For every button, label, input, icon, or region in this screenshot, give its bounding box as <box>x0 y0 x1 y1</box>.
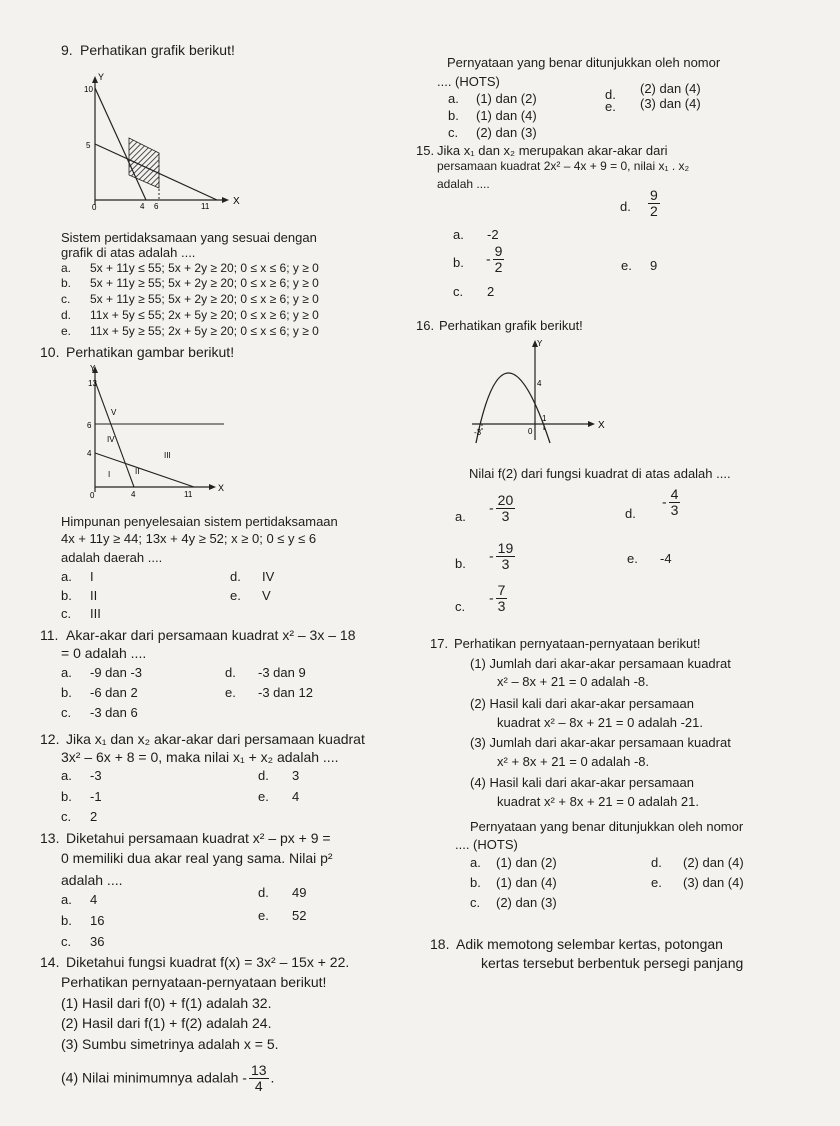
q17-option-e: (3) dan (4) <box>683 875 744 890</box>
q10-x-tick-4: 4 <box>131 490 136 499</box>
q15-number: 15. <box>416 143 435 158</box>
q11-option-a: -9 dan -3 <box>90 665 143 680</box>
q10-option-letter-b: b. <box>61 588 72 603</box>
q9-option-a: 5x + 11y ≤ 55; 5x + 2y ≥ 20; 0 ≤ x ≤ 6; y ≥ 0 <box>90 261 319 275</box>
q10-y-tick-4: 4 <box>87 449 92 458</box>
q13-number: 13. <box>40 830 60 846</box>
q17-option-d: (2) dan (4) <box>683 855 744 870</box>
q10-option-d: IV <box>262 569 275 584</box>
q9-x-tick-4: 4 <box>140 202 145 211</box>
q13-option-c: 36 <box>90 934 105 949</box>
q16-option-d-denominator: 3 <box>670 502 679 519</box>
q16-option-letter-b: b. <box>455 556 466 571</box>
q16-option-a <box>489 493 517 525</box>
q10-region-I: I <box>108 470 111 479</box>
q10-option-c: III <box>90 606 101 621</box>
q14-statement-2: (2) Hasil dari f(1) + f(2) adalah 24. <box>61 1015 272 1031</box>
q17-option-b: (1) dan (4) <box>496 875 557 890</box>
q9-y-tick-5: 5 <box>86 141 91 150</box>
q12-option-letter-c: c. <box>61 809 72 824</box>
q9-option-letter-b: b. <box>61 276 72 290</box>
q10-y-label: Y <box>90 364 96 373</box>
q9-option-letter-a: a. <box>61 261 72 275</box>
q16-option-c-sign: - <box>489 589 494 606</box>
q9-prompt-1: Sistem pertidaksamaan yang sesuai dengan <box>61 230 317 245</box>
q16-option-e: -4 <box>660 551 672 566</box>
q14-statement-1: (1) Hasil dari f(0) + f(1) adalah 32. <box>61 995 272 1011</box>
q17-option-letter-e: e. <box>651 875 662 890</box>
q16-option-c-numerator: 7 <box>497 582 506 598</box>
q16-stem: Perhatikan grafik berikut! <box>439 318 583 333</box>
q10-graph <box>84 362 229 502</box>
q14-statement-4-sign: - <box>242 1069 247 1086</box>
q10-line-steep <box>95 381 134 487</box>
q16-x-tick-0: 0 <box>528 427 533 436</box>
q11-option-c: -3 dan 6 <box>90 705 138 720</box>
q13-option-d: 49 <box>292 885 307 900</box>
q13-option-letter-e: e. <box>258 908 269 923</box>
q10-option-letter-d: d. <box>230 569 241 584</box>
q9-option-d: 11x + 5y ≤ 55; 2x + 5y ≥ 20; 0 ≤ x ≥ 6; y ≥ 0 <box>90 308 319 322</box>
q13-option-letter-d: d. <box>258 885 269 900</box>
q13-line-1: Diketahui persamaan kuadrat x² – px + 9 = <box>66 830 331 846</box>
q17-option-letter-d: d. <box>651 855 662 870</box>
q14-statement-3: (3) Sumbu simetrinya adalah x = 5. <box>61 1036 279 1052</box>
q14-option-e: (3) dan (4) <box>640 96 701 111</box>
q13-option-letter-b: b. <box>61 913 72 928</box>
q17-answer-prompt: Pernyataan yang benar ditunjukkan oleh nomor <box>470 819 744 834</box>
q12-option-b: -1 <box>90 789 102 804</box>
q15-option-b <box>486 244 506 276</box>
q10-prompt-1: Himpunan penyelesaian sistem pertidaksamaan <box>61 514 338 529</box>
q16-x-tick-1: 1 <box>542 414 547 423</box>
q18-line-2: kertas tersebut berbentuk persegi panjang <box>481 955 744 971</box>
q11-option-b: -6 dan 2 <box>90 685 138 700</box>
q17-option-c: (2) dan (3) <box>496 895 557 910</box>
q13-option-e: 52 <box>292 908 307 923</box>
q14-statement-4-denominator: 4 <box>254 1078 263 1095</box>
q15-option-d <box>646 188 662 220</box>
q15-option-b-sign: - <box>486 250 491 267</box>
q16-option-c <box>489 583 509 615</box>
q13-line-2: 0 memiliki dua akar real yang sama. Nilai p² <box>61 850 333 866</box>
q13-option-letter-a: a. <box>61 892 72 907</box>
q11-line-1: Akar-akar dari persamaan kuadrat x² – 3x – 18 <box>66 627 356 643</box>
q16-option-letter-e: e. <box>627 551 638 566</box>
q10-stem: Perhatikan gambar berikut! <box>66 344 235 360</box>
q15-option-letter-a: a. <box>453 227 464 242</box>
q14-line-2: Perhatikan pernyataan-pernyataan berikut! <box>61 974 327 990</box>
q9-y-label: Y <box>98 72 105 82</box>
q15-option-e: 9 <box>650 258 658 273</box>
q9-stem: Perhatikan grafik berikut! <box>80 42 235 58</box>
q15-option-letter-b: b. <box>453 255 464 270</box>
q15-option-d-denominator: 2 <box>650 203 658 220</box>
q16-option-c-denominator: 3 <box>497 598 506 615</box>
q17-statement-1-line-1: (1) Jumlah dari akar-akar persamaan kuadrat <box>470 656 731 671</box>
q10-prompt-2: adalah daerah .... <box>61 550 163 565</box>
q17-stem: Perhatikan pernyataan-pernyataan berikut! <box>454 636 701 651</box>
q14-line-1: Diketahui fungsi kuadrat f(x) = 3x² – 15x + 22. <box>66 954 350 970</box>
q10-region-II: II <box>135 467 140 476</box>
q14-option-d: (2) dan (4) <box>640 81 701 96</box>
q13-option-b: 16 <box>90 913 105 928</box>
q10-number: 10. <box>40 344 60 360</box>
q9-option-c: 5x + 11y ≥ 55; 5x + 2y ≥ 20; 0 ≤ x ≥ 6; y ≥ 0 <box>90 292 319 306</box>
q16-option-b-denominator: 3 <box>501 556 510 573</box>
q14-hots-label: .... (HOTS) <box>437 74 500 89</box>
q11-option-letter-d: d. <box>225 665 236 680</box>
q17-statement-3-line-2: x² + 8x + 21 = 0 adalah -8. <box>497 754 650 769</box>
q11-option-letter-c: c. <box>61 705 72 720</box>
q17-option-letter-a: a. <box>470 855 481 870</box>
q9-x-label: X <box>233 196 240 207</box>
q16-number: 16. <box>416 318 435 333</box>
q18-number: 18. <box>430 936 450 952</box>
q14-option-letter-b: b. <box>448 108 459 123</box>
q13-option-a: 4 <box>90 892 98 907</box>
q15-line-2: persamaan kuadrat 2x² – 4x + 9 = 0, nilai x₁ . x₂ <box>437 159 690 173</box>
q15-line-3: adalah .... <box>437 177 490 191</box>
q12-option-letter-e: e. <box>258 789 269 804</box>
q10-y-tick-6: 6 <box>87 421 92 430</box>
q15-option-letter-c: c. <box>453 284 464 299</box>
q15-option-d-numerator: 9 <box>650 187 658 203</box>
q14-statement-4-period: . <box>270 1069 275 1086</box>
q10-region-IV: IV <box>107 435 115 444</box>
q10-x-tick-0: 0 <box>90 491 95 500</box>
q17-statement-4-line-1: (4) Hasil kali dari akar-akar persamaan <box>470 775 694 790</box>
q15-line-1: Jika x₁ dan x₂ merupakan akar-akar dari <box>437 143 668 158</box>
q11-line-2: = 0 adalah .... <box>61 645 147 661</box>
q9-x-tick-0: 0 <box>92 203 97 212</box>
q16-option-a-sign: - <box>489 499 494 516</box>
q9-number: 9. <box>61 42 73 58</box>
q14-statement-4-fraction <box>249 1063 269 1095</box>
q12-number: 12. <box>40 731 60 747</box>
q16-option-b <box>489 541 517 573</box>
q14-statement-4 <box>61 1063 274 1095</box>
q12-line-1: Jika x₁ dan x₂ akar-akar dari persamaan kuadrat <box>66 731 365 747</box>
q9-graph <box>84 70 244 220</box>
q12-option-letter-a: a. <box>61 768 72 783</box>
q14-option-a: (1) dan (2) <box>476 91 537 106</box>
q14-option-b: (1) dan (4) <box>476 108 537 123</box>
q17-statement-1-line-2: x² – 8x + 21 = 0 adalah -8. <box>497 674 649 689</box>
q17-statement-3-line-1: (3) Jumlah dari akar-akar persamaan kuadrat <box>470 735 731 750</box>
q9-option-letter-e: e. <box>61 324 72 338</box>
q10-option-a: I <box>90 569 94 584</box>
q11-option-letter-b: b. <box>61 685 72 700</box>
q14-option-letter-a: a. <box>448 91 459 106</box>
q11-option-d: -3 dan 9 <box>258 665 306 680</box>
q9-x-tick-6: 6 <box>154 202 159 211</box>
q12-option-e: 4 <box>292 789 300 804</box>
q10-option-b: II <box>90 588 98 603</box>
q14-option-c: (2) dan (3) <box>476 125 537 140</box>
q16-graph <box>462 335 612 445</box>
q9-option-letter-c: c. <box>61 292 71 306</box>
q10-option-letter-a: a. <box>61 569 72 584</box>
q14-answer-prompt: Pernyataan yang benar ditunjukkan oleh nomor <box>447 55 721 70</box>
q11-option-letter-a: a. <box>61 665 72 680</box>
q14-statement-4-numerator: 13 <box>250 1062 267 1078</box>
q16-option-b-sign: - <box>489 547 494 564</box>
q16-option-letter-d: d. <box>625 506 636 521</box>
q11-option-e: -3 dan 12 <box>258 685 313 700</box>
q10-option-letter-c: c. <box>61 606 72 621</box>
q17-statement-4-line-2: kuadrat x² + 8x + 21 = 0 adalah 21. <box>497 794 700 809</box>
q12-option-c: 2 <box>90 809 98 824</box>
q16-x-tick-neg3: -3 <box>474 428 482 437</box>
q17-statement-2-line-2: kuadrat x² – 8x + 21 = 0 adalah -21. <box>497 715 703 730</box>
q16-option-a-numerator: 20 <box>497 492 514 508</box>
q14-option-letter-d: d. <box>605 87 616 102</box>
q10-option-e: V <box>262 588 271 603</box>
q12-option-letter-b: b. <box>61 789 72 804</box>
q9-shaded-region <box>129 138 159 188</box>
q15-option-letter-d: d. <box>620 199 631 214</box>
q10-region-III: III <box>164 451 171 460</box>
q9-x-tick-11: 11 <box>201 202 210 211</box>
q15-option-letter-e: e. <box>621 258 632 273</box>
q10-x-tick-11: 11 <box>184 490 193 499</box>
q15-option-b-numerator: 9 <box>494 243 503 259</box>
q9-option-e: 11x + 5y ≥ 55; 2x + 5y ≥ 20; 0 ≤ x ≤ 6; y ≥ 0 <box>90 324 319 338</box>
q12-option-a: -3 <box>90 768 102 783</box>
q17-hots-label: .... (HOTS) <box>455 837 518 852</box>
q16-option-b-numerator: 19 <box>497 540 514 556</box>
q16-option-letter-c: c. <box>455 599 466 614</box>
q10-option-letter-e: e. <box>230 588 241 603</box>
q14-option-letter-e: e. <box>605 99 616 114</box>
q16-option-d-numerator: 4 <box>670 486 679 502</box>
q16-y-tick-4: 4 <box>537 379 542 388</box>
q12-line-2: 3x² – 6x + 8 = 0, maka nilai x₁ + x₂ adalah .... <box>61 749 339 765</box>
q16-x-label: X <box>598 420 605 431</box>
q16-y-label: Y <box>537 339 543 348</box>
q14-option-letter-c: c. <box>448 125 459 140</box>
q15-option-b-denominator: 2 <box>494 259 503 276</box>
q15-option-c: 2 <box>487 284 495 299</box>
q11-option-letter-e: e. <box>225 685 236 700</box>
q16-option-letter-a: a. <box>455 509 466 524</box>
q17-number: 17. <box>430 636 449 651</box>
q10-y-tick-13: 13 <box>88 379 97 388</box>
q14-number: 14. <box>40 954 60 970</box>
q17-statement-2-line-1: (2) Hasil kali dari akar-akar persamaan <box>470 696 694 711</box>
q9-prompt-2: grafik di atas adalah .... <box>61 245 196 260</box>
q15-option-a: -2 <box>487 227 499 242</box>
q12-option-letter-d: d. <box>258 768 269 783</box>
q12-option-d: 3 <box>292 768 300 783</box>
q17-option-letter-b: b. <box>470 875 481 890</box>
q10-x-label: X <box>218 483 225 493</box>
q11-number: 11. <box>40 627 59 643</box>
q9-option-b: 5x + 11y ≥ 55; 5x + 2y ≥ 20; 0 ≤ x ≥ 6; y ≥ 0 <box>90 276 319 290</box>
q10-region-V: V <box>111 408 117 417</box>
q17-option-letter-c: c. <box>470 895 481 910</box>
q16-prompt: Nilai f(2) dari fungsi kuadrat di atas adalah .... <box>469 466 731 481</box>
q10-system: 4x + 11y ≥ 44; 13x + 4y ≥ 52; x ≥ 0; 0 ≤ y ≤ 6 <box>61 531 317 546</box>
q13-option-letter-c: c. <box>61 934 72 949</box>
q16-option-a-denominator: 3 <box>501 508 510 525</box>
q16-option-d-sign: - <box>662 493 667 510</box>
q9-y-tick-10: 10 <box>84 85 93 94</box>
q14-statement-4-text: (4) Nilai minimumnya adalah <box>61 1069 239 1086</box>
q9-option-letter-d: d. <box>61 308 72 322</box>
q18-line-1: Adik memotong selembar kertas, potongan <box>456 936 723 952</box>
q17-option-a: (1) dan (2) <box>496 855 557 870</box>
q13-line-3: adalah .... <box>61 872 123 888</box>
q16-option-d <box>662 487 682 519</box>
